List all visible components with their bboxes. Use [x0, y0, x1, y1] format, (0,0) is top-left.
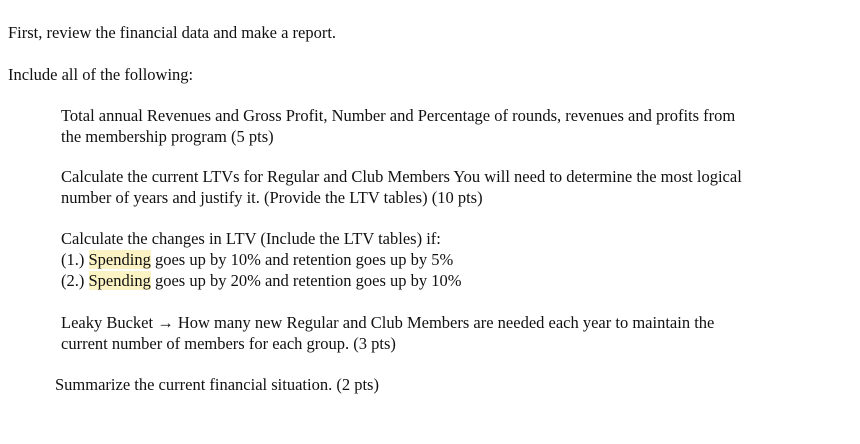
scenario-1-number: (1.) — [61, 250, 89, 269]
task-ltv-changes — [61, 228, 462, 291]
task-revenue-profit — [61, 105, 735, 147]
spending-highlight: Spending — [88, 250, 151, 269]
task-leaky-bucket — [61, 312, 714, 354]
spending-highlight: Spending — [88, 271, 151, 290]
task-revenue-profit-line-1: Total annual Revenues and Gross Profit, Number and Percentage of rounds, revenues and profits from — [61, 106, 736, 125]
task-ltv-current-line-1: Calculate the current LTVs for Regular and Club Members You will need to determine the most logical — [61, 167, 742, 186]
task-ltv-changes-line-1: Calculate the changes in LTV (Include the LTV tables) if: — [61, 229, 441, 248]
task-summary: Summarize the current financial situation. (2 pts) — [55, 375, 379, 394]
scenario-1 — [61, 249, 462, 270]
scenario-2 — [61, 270, 462, 291]
task-leaky-bucket-line-2: current number of members for each group. (3 pts) — [61, 334, 396, 353]
task-revenue-profit-line-2: the membership program (5 pts) — [61, 127, 274, 146]
task-leaky-bucket-line-1: Leaky Bucket → How many new Regular and Club Members are needed each year to maintain the — [61, 313, 715, 332]
scenario-2-number: (2.) — [61, 271, 89, 290]
scenario-1-text: goes up by 10% and retention goes up by 5% — [150, 250, 454, 269]
include-heading: Include all of the following: — [8, 65, 194, 84]
scenario-2-text: goes up by 20% and retention goes up by 10% — [150, 271, 462, 290]
task-ltv-current-line-2: number of years and justify it. (Provide the LTV tables) (10 pts) — [61, 188, 483, 207]
task-ltv-current — [61, 166, 742, 208]
intro-instruction: First, review the financial data and make a report. — [8, 23, 337, 42]
